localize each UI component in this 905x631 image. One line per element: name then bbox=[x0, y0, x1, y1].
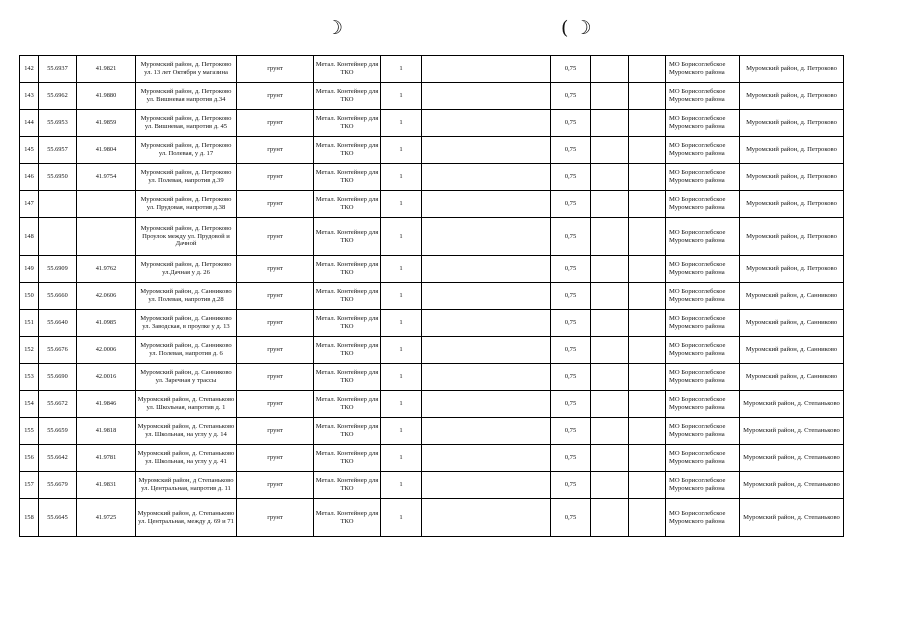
empty-cell bbox=[591, 256, 629, 283]
address: Муромский район, д. Петроково ул. Полевая, напротив д.39 bbox=[136, 164, 237, 191]
empty-cell bbox=[591, 191, 629, 218]
container-count: 1 bbox=[381, 391, 422, 418]
longitude: 41.9821 bbox=[77, 56, 136, 83]
table-row bbox=[20, 283, 844, 310]
container-volume: 0,75 bbox=[551, 137, 591, 164]
container-count: 1 bbox=[381, 445, 422, 472]
owner: МО Борисоглебское Муромского района bbox=[666, 364, 740, 391]
container-volume: 0,75 bbox=[551, 310, 591, 337]
container-volume: 0,75 bbox=[551, 283, 591, 310]
empty-cell bbox=[591, 337, 629, 364]
address: Муромский район, д. Санниково ул. Заводская, в проулке у д. 13 bbox=[136, 310, 237, 337]
container-count: 1 bbox=[381, 110, 422, 137]
latitude bbox=[39, 218, 77, 256]
latitude: 55.6659 bbox=[39, 418, 77, 445]
container-count: 1 bbox=[381, 310, 422, 337]
longitude: 41.9781 bbox=[77, 445, 136, 472]
settlement: Муромский район, д. Петроково bbox=[740, 256, 844, 283]
row-number: 158 bbox=[20, 499, 39, 537]
table-body bbox=[20, 56, 844, 537]
empty-cell bbox=[422, 218, 551, 256]
empty-cell bbox=[591, 364, 629, 391]
table-row bbox=[20, 418, 844, 445]
table-row bbox=[20, 191, 844, 218]
empty-cell bbox=[422, 364, 551, 391]
settlement: Муромский район, д. Петроково bbox=[740, 191, 844, 218]
empty-cell bbox=[422, 472, 551, 499]
address: Муромский район, д Степаньково ул. Центральная, напротив д. 11 bbox=[136, 472, 237, 499]
latitude bbox=[39, 191, 77, 218]
settlement: Муромский район, д. Петроково bbox=[740, 56, 844, 83]
table-row bbox=[20, 364, 844, 391]
owner: МО Борисоглебское Муромского района bbox=[666, 218, 740, 256]
address: Муромский район, д. Петроково ул. Полевая, у д. 17 bbox=[136, 137, 237, 164]
longitude: 41.9754 bbox=[77, 164, 136, 191]
container-count: 1 bbox=[381, 337, 422, 364]
empty-cell bbox=[422, 283, 551, 310]
empty-cell bbox=[629, 445, 666, 472]
row-number: 151 bbox=[20, 310, 39, 337]
empty-cell bbox=[629, 137, 666, 164]
container-volume: 0,75 bbox=[551, 418, 591, 445]
container-volume: 0,75 bbox=[551, 256, 591, 283]
empty-cell bbox=[422, 137, 551, 164]
empty-cell bbox=[422, 445, 551, 472]
empty-cell bbox=[629, 337, 666, 364]
owner: МО Борисоглебское Муромского района bbox=[666, 418, 740, 445]
address: Муромский район, д. Петроково Проулок между ул. Прудовой и Дачной bbox=[136, 218, 237, 256]
empty-cell bbox=[629, 418, 666, 445]
container-type: Метал. Контейнер для ТКО bbox=[314, 310, 381, 337]
address: Муромский район, д. Степаньково ул. Школьная, на углу у д. 41 bbox=[136, 445, 237, 472]
container-type: Метал. Контейнер для ТКО bbox=[314, 472, 381, 499]
address: Муромский район, д. Петроково ул. 13 лет Октября у магазина bbox=[136, 56, 237, 83]
longitude: 41.9804 bbox=[77, 137, 136, 164]
row-number: 155 bbox=[20, 418, 39, 445]
page-mark-left: ☽ bbox=[326, 17, 344, 39]
address: Муромский район, д. Степаньково ул. Школьная, на углу у д. 14 bbox=[136, 418, 237, 445]
surface-type: грунт bbox=[237, 364, 314, 391]
longitude: 41.9725 bbox=[77, 499, 136, 537]
latitude: 55.6640 bbox=[39, 310, 77, 337]
empty-cell bbox=[629, 191, 666, 218]
address: Муромский район, д. Петроково ул. Прудовая, напротив д.38 bbox=[136, 191, 237, 218]
latitude: 55.6962 bbox=[39, 83, 77, 110]
settlement: Муромский район, д. Петроково bbox=[740, 137, 844, 164]
table-row bbox=[20, 218, 844, 256]
empty-cell bbox=[591, 391, 629, 418]
row-number: 153 bbox=[20, 364, 39, 391]
owner: МО Борисоглебское Муромского района bbox=[666, 56, 740, 83]
container-type: Метал. Контейнер для ТКО bbox=[314, 256, 381, 283]
empty-cell bbox=[629, 391, 666, 418]
container-volume: 0,75 bbox=[551, 191, 591, 218]
owner: МО Борисоглебское Муромского района bbox=[666, 191, 740, 218]
latitude: 55.6676 bbox=[39, 337, 77, 364]
empty-cell bbox=[422, 56, 551, 83]
longitude: 41.9880 bbox=[77, 83, 136, 110]
surface-type: грунт bbox=[237, 56, 314, 83]
owner: МО Борисоглебское Муромского района bbox=[666, 110, 740, 137]
empty-cell bbox=[422, 110, 551, 137]
container-type: Метал. Контейнер для ТКО bbox=[314, 110, 381, 137]
empty-cell bbox=[629, 164, 666, 191]
container-volume: 0,75 bbox=[551, 472, 591, 499]
surface-type: грунт bbox=[237, 256, 314, 283]
container-type: Метал. Контейнер для ТКО bbox=[314, 83, 381, 110]
table-row bbox=[20, 472, 844, 499]
surface-type: грунт bbox=[237, 283, 314, 310]
surface-type: грунт bbox=[237, 83, 314, 110]
table-row bbox=[20, 83, 844, 110]
address: Муромский район, д. Санниково ул. Полевая, напротив д. 6 bbox=[136, 337, 237, 364]
table-row bbox=[20, 164, 844, 191]
surface-type: грунт bbox=[237, 191, 314, 218]
empty-cell bbox=[629, 499, 666, 537]
empty-cell bbox=[629, 256, 666, 283]
container-count: 1 bbox=[381, 164, 422, 191]
empty-cell bbox=[591, 137, 629, 164]
row-number: 145 bbox=[20, 137, 39, 164]
surface-type: грунт bbox=[237, 164, 314, 191]
container-type: Метал. Контейнер для ТКО bbox=[314, 418, 381, 445]
longitude: 42.0006 bbox=[77, 337, 136, 364]
surface-type: грунт bbox=[237, 110, 314, 137]
settlement: Муромский район, д. Степаньково bbox=[740, 418, 844, 445]
table-row bbox=[20, 110, 844, 137]
owner: МО Борисоглебское Муромского района bbox=[666, 137, 740, 164]
latitude: 55.6642 bbox=[39, 445, 77, 472]
page-marks bbox=[0, 18, 905, 42]
empty-cell bbox=[591, 310, 629, 337]
empty-cell bbox=[591, 418, 629, 445]
longitude: 42.0606 bbox=[77, 283, 136, 310]
empty-cell bbox=[629, 364, 666, 391]
table-row bbox=[20, 445, 844, 472]
address: Муромский район, д. Петроково ул.Дачная у д. 26 bbox=[136, 256, 237, 283]
table-row bbox=[20, 310, 844, 337]
longitude: 41.0985 bbox=[77, 310, 136, 337]
owner: МО Борисоглебское Муромского района bbox=[666, 256, 740, 283]
row-number: 144 bbox=[20, 110, 39, 137]
owner: МО Борисоглебское Муромского района bbox=[666, 445, 740, 472]
empty-cell bbox=[591, 164, 629, 191]
surface-type: грунт bbox=[237, 137, 314, 164]
latitude: 55.6909 bbox=[39, 256, 77, 283]
container-type: Метал. Контейнер для ТКО bbox=[314, 218, 381, 256]
row-number: 152 bbox=[20, 337, 39, 364]
container-volume: 0,75 bbox=[551, 83, 591, 110]
settlement: Муромский район, д. Санниково bbox=[740, 364, 844, 391]
surface-type: грунт bbox=[237, 472, 314, 499]
empty-cell bbox=[629, 472, 666, 499]
empty-cell bbox=[629, 56, 666, 83]
surface-type: грунт bbox=[237, 391, 314, 418]
address: Муромский район, д. Степаньково ул. Центральная, между д. 69 и 71 bbox=[136, 499, 237, 537]
container-volume: 0,75 bbox=[551, 110, 591, 137]
container-volume: 0,75 bbox=[551, 56, 591, 83]
container-volume: 0,75 bbox=[551, 218, 591, 256]
settlement: Муромский район, д. Петроково bbox=[740, 164, 844, 191]
latitude: 55.6679 bbox=[39, 472, 77, 499]
waste-sites-table bbox=[19, 55, 844, 537]
container-count: 1 bbox=[381, 283, 422, 310]
row-number: 143 bbox=[20, 83, 39, 110]
container-type: Метал. Контейнер для ТКО bbox=[314, 56, 381, 83]
empty-cell bbox=[591, 499, 629, 537]
address: Муромский район, д. Петроково ул. Вишневая напротив д.34 bbox=[136, 83, 237, 110]
address: Муромский район, д. Степаньково ул. Школьная, напротив д. 1 bbox=[136, 391, 237, 418]
longitude bbox=[77, 191, 136, 218]
row-number: 157 bbox=[20, 472, 39, 499]
surface-type: грунт bbox=[237, 445, 314, 472]
longitude: 41.9818 bbox=[77, 418, 136, 445]
empty-cell bbox=[591, 283, 629, 310]
container-type: Метал. Контейнер для ТКО bbox=[314, 337, 381, 364]
address: Муромский район, д. Санниково ул. Полевая, напротив д.28 bbox=[136, 283, 237, 310]
container-volume: 0,75 bbox=[551, 164, 591, 191]
row-number: 148 bbox=[20, 218, 39, 256]
table-row bbox=[20, 499, 844, 537]
table-row bbox=[20, 391, 844, 418]
settlement: Муромский район, д. Степаньково bbox=[740, 445, 844, 472]
container-type: Метал. Контейнер для ТКО bbox=[314, 137, 381, 164]
container-volume: 0,75 bbox=[551, 499, 591, 537]
surface-type: грунт bbox=[237, 418, 314, 445]
container-volume: 0,75 bbox=[551, 445, 591, 472]
settlement: Муромский район, д. Санниково bbox=[740, 310, 844, 337]
table-row bbox=[20, 56, 844, 83]
empty-cell bbox=[422, 391, 551, 418]
container-type: Метал. Контейнер для ТКО bbox=[314, 191, 381, 218]
owner: МО Борисоглебское Муромского района bbox=[666, 472, 740, 499]
owner: МО Борисоглебское Муромского района bbox=[666, 83, 740, 110]
settlement: Муромский район, д. Степаньково bbox=[740, 499, 844, 537]
row-number: 156 bbox=[20, 445, 39, 472]
empty-cell bbox=[629, 218, 666, 256]
table-row bbox=[20, 137, 844, 164]
empty-cell bbox=[629, 310, 666, 337]
row-number: 154 bbox=[20, 391, 39, 418]
container-count: 1 bbox=[381, 191, 422, 218]
latitude: 55.6660 bbox=[39, 283, 77, 310]
empty-cell bbox=[629, 83, 666, 110]
settlement: Муромский район, д. Санниково bbox=[740, 337, 844, 364]
owner: МО Борисоглебское Муромского района bbox=[666, 283, 740, 310]
empty-cell bbox=[422, 191, 551, 218]
latitude: 55.6953 bbox=[39, 110, 77, 137]
settlement: Муромский район, д. Санниково bbox=[740, 283, 844, 310]
longitude: 42.0016 bbox=[77, 364, 136, 391]
longitude bbox=[77, 218, 136, 256]
surface-type: грунт bbox=[237, 499, 314, 537]
settlement: Муромский район, д. Петроково bbox=[740, 110, 844, 137]
owner: МО Борисоглебское Муромского района bbox=[666, 391, 740, 418]
container-type: Метал. Контейнер для ТКО bbox=[314, 499, 381, 537]
container-count: 1 bbox=[381, 472, 422, 499]
container-volume: 0,75 bbox=[551, 364, 591, 391]
container-count: 1 bbox=[381, 83, 422, 110]
address: Муромский район, д. Петроково ул. Вишневая, напротив д. 45 bbox=[136, 110, 237, 137]
table-row bbox=[20, 337, 844, 364]
row-number: 146 bbox=[20, 164, 39, 191]
latitude: 55.6672 bbox=[39, 391, 77, 418]
empty-cell bbox=[422, 310, 551, 337]
container-type: Метал. Контейнер для ТКО bbox=[314, 391, 381, 418]
container-count: 1 bbox=[381, 56, 422, 83]
container-type: Метал. Контейнер для ТКО bbox=[314, 364, 381, 391]
surface-type: грунт bbox=[237, 337, 314, 364]
latitude: 55.6950 bbox=[39, 164, 77, 191]
empty-cell bbox=[591, 218, 629, 256]
longitude: 41.9762 bbox=[77, 256, 136, 283]
surface-type: грунт bbox=[237, 310, 314, 337]
container-count: 1 bbox=[381, 499, 422, 537]
empty-cell bbox=[629, 283, 666, 310]
latitude: 55.6690 bbox=[39, 364, 77, 391]
surface-type: грунт bbox=[237, 218, 314, 256]
empty-cell bbox=[591, 472, 629, 499]
empty-cell bbox=[422, 83, 551, 110]
container-volume: 0,75 bbox=[551, 337, 591, 364]
container-type: Метал. Контейнер для ТКО bbox=[314, 445, 381, 472]
container-count: 1 bbox=[381, 256, 422, 283]
container-type: Метал. Контейнер для ТКО bbox=[314, 164, 381, 191]
longitude: 41.9859 bbox=[77, 110, 136, 137]
empty-cell bbox=[422, 164, 551, 191]
settlement: Муромский район, д. Степаньково bbox=[740, 472, 844, 499]
row-number: 142 bbox=[20, 56, 39, 83]
latitude: 55.6957 bbox=[39, 137, 77, 164]
table-row bbox=[20, 256, 844, 283]
empty-cell bbox=[629, 110, 666, 137]
owner: МО Борисоглебское Муромского района bbox=[666, 337, 740, 364]
empty-cell bbox=[591, 445, 629, 472]
owner: МО Борисоглебское Муромского района bbox=[666, 499, 740, 537]
row-number: 150 bbox=[20, 283, 39, 310]
container-volume: 0,75 bbox=[551, 391, 591, 418]
empty-cell bbox=[591, 110, 629, 137]
latitude: 55.6645 bbox=[39, 499, 77, 537]
row-number: 149 bbox=[20, 256, 39, 283]
container-type: Метал. Контейнер для ТКО bbox=[314, 283, 381, 310]
owner: МО Борисоглебское Муромского района bbox=[666, 310, 740, 337]
container-count: 1 bbox=[381, 364, 422, 391]
longitude: 41.9831 bbox=[77, 472, 136, 499]
page-mark-right: ( ☽ bbox=[561, 17, 592, 39]
empty-cell bbox=[422, 418, 551, 445]
settlement: Муромский район, д. Петроково bbox=[740, 83, 844, 110]
empty-cell bbox=[422, 256, 551, 283]
container-count: 1 bbox=[381, 218, 422, 256]
row-number: 147 bbox=[20, 191, 39, 218]
settlement: Муромский район, д. Степаньково bbox=[740, 391, 844, 418]
latitude: 55.6937 bbox=[39, 56, 77, 83]
container-count: 1 bbox=[381, 137, 422, 164]
owner: МО Борисоглебское Муромского района bbox=[666, 164, 740, 191]
address: Муромский район, д. Санниково ул. Заречная у трассы bbox=[136, 364, 237, 391]
longitude: 41.9846 bbox=[77, 391, 136, 418]
empty-cell bbox=[591, 56, 629, 83]
empty-cell bbox=[422, 337, 551, 364]
empty-cell bbox=[422, 499, 551, 537]
empty-cell bbox=[591, 83, 629, 110]
container-count: 1 bbox=[381, 418, 422, 445]
settlement: Муромский район, д. Петроково bbox=[740, 218, 844, 256]
